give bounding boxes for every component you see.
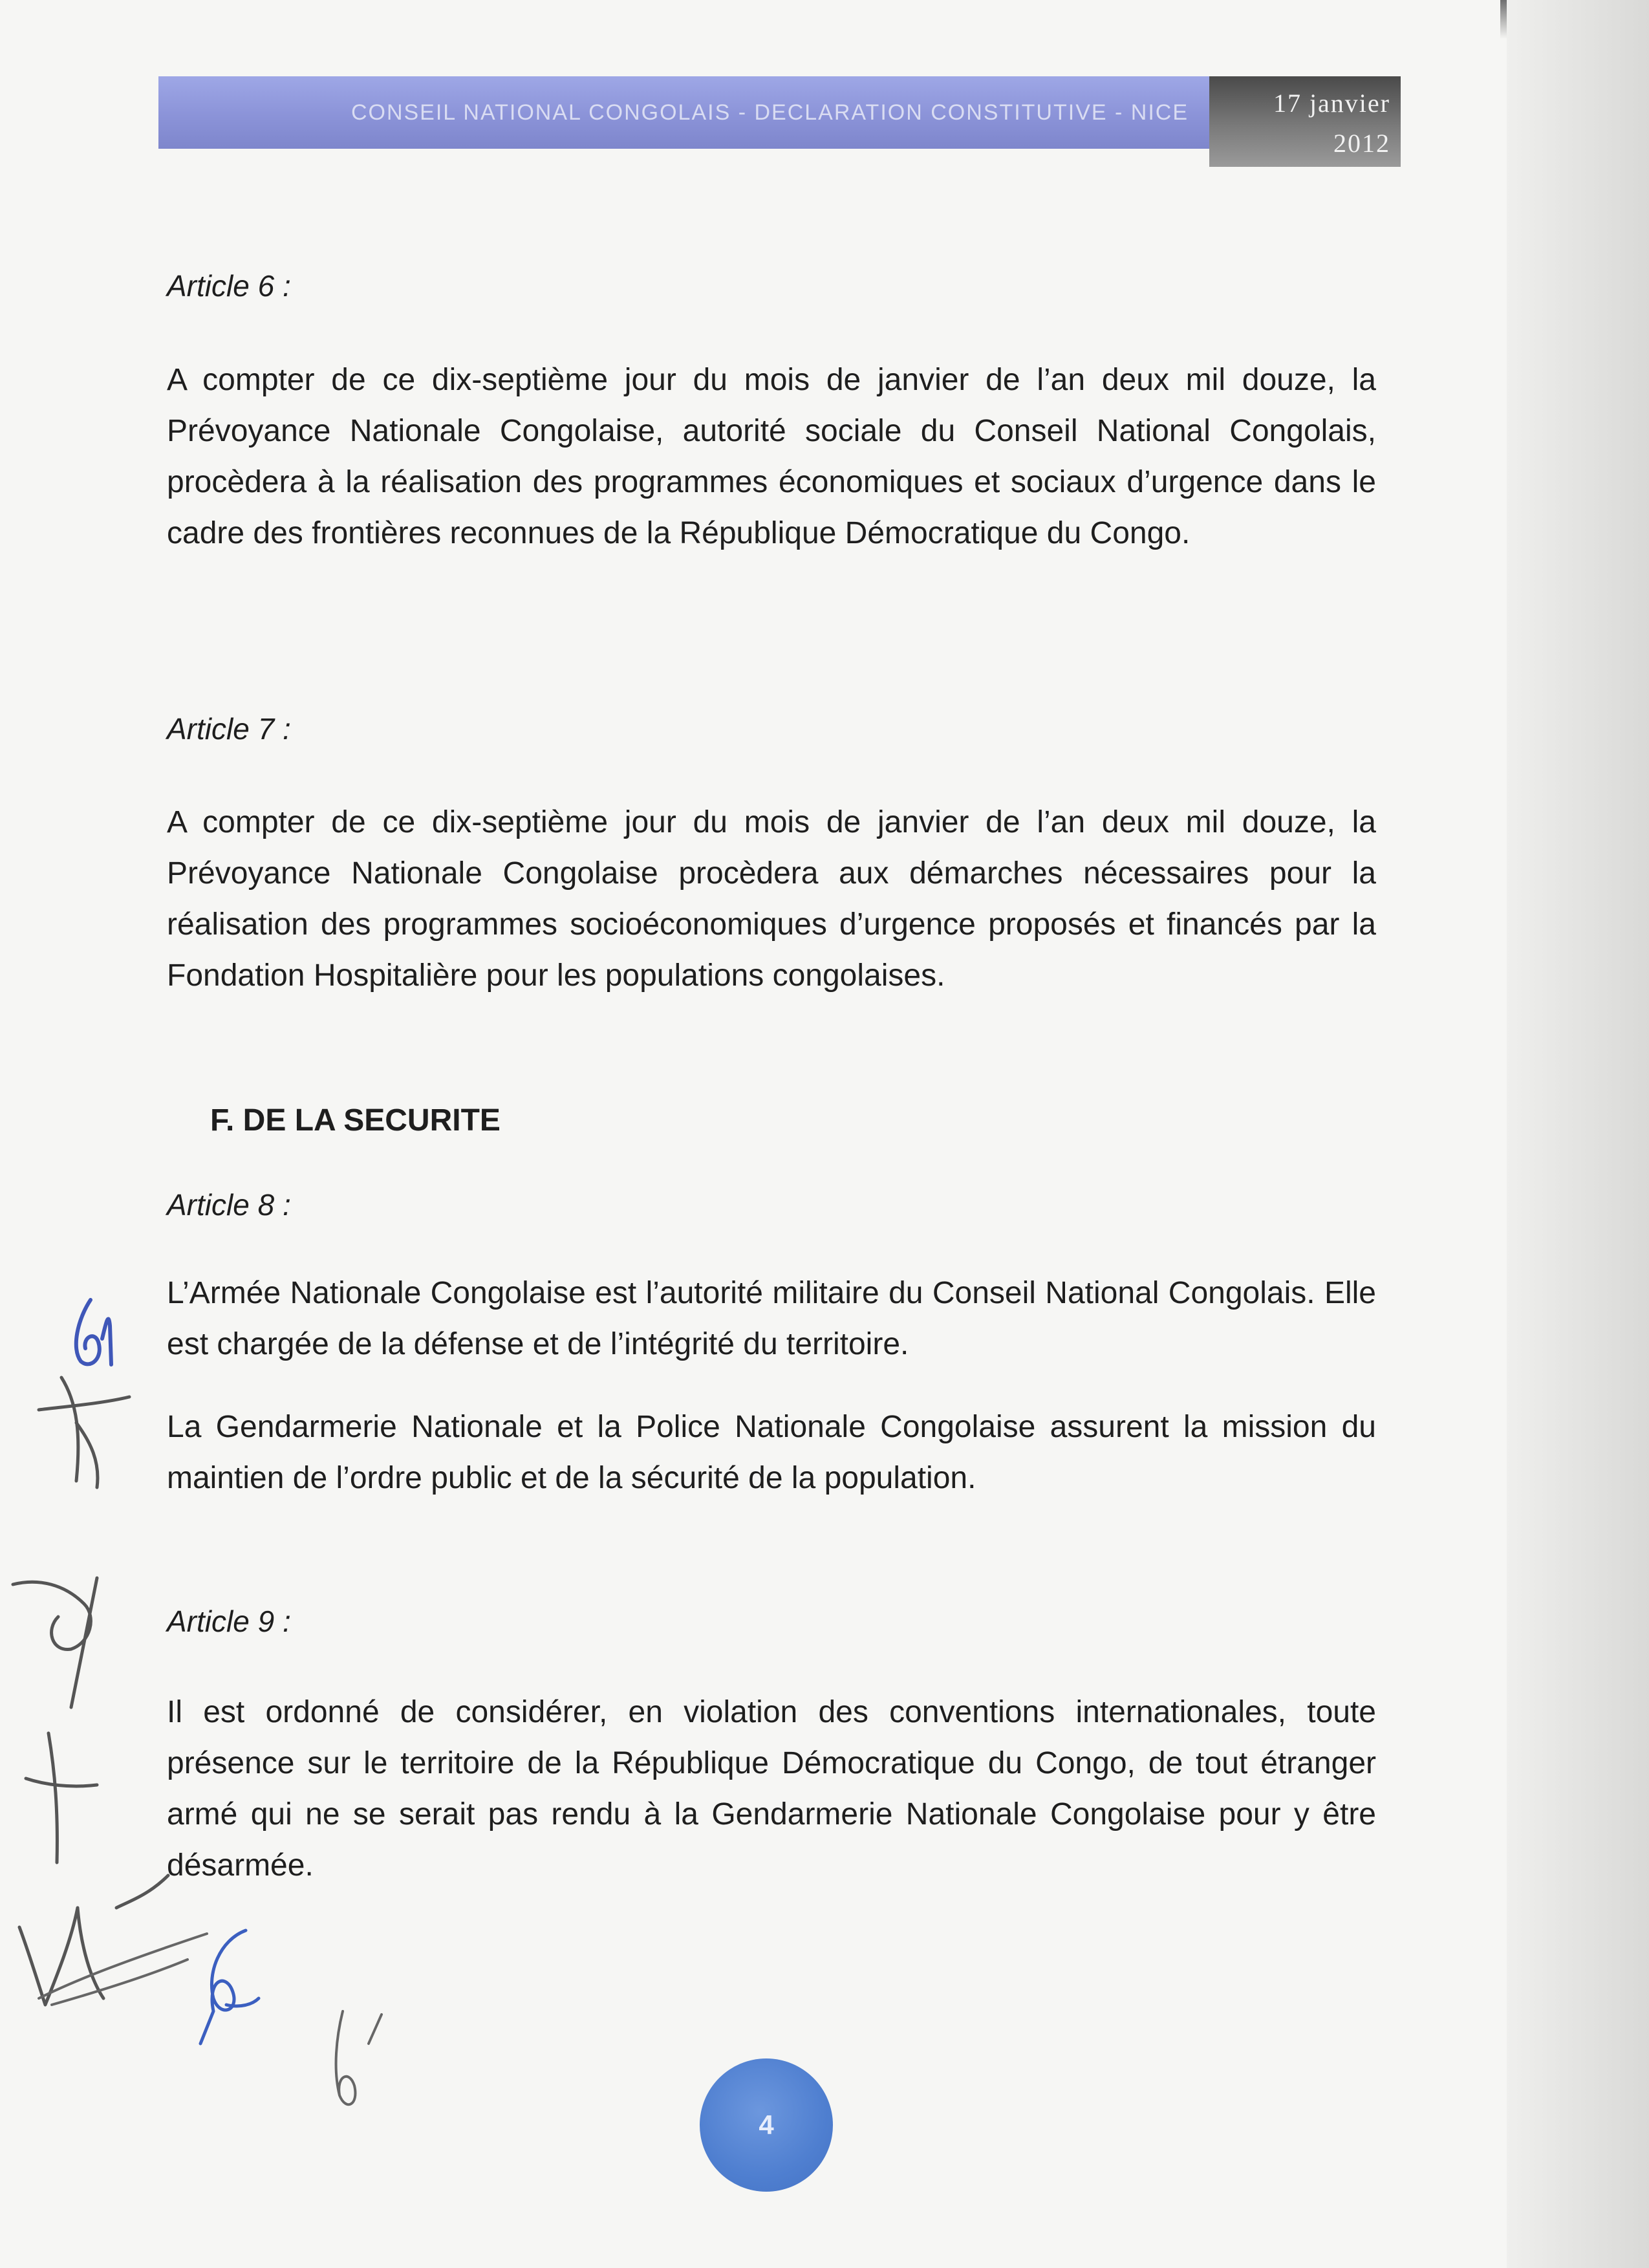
- initials-mark-2: [13, 1578, 97, 1707]
- initials-mark-5: [39, 1934, 207, 2005]
- article-7-title: Article 7 :: [167, 712, 291, 746]
- article-8-text-1: L’Armée Nationale Congolaise est l’autorité militaire du Conseil National Congolais. Elle est chargée de la défense et de l’intégrité du territoire.: [167, 1276, 1376, 1361]
- section-heading-securite: F. DE LA SECURITE: [210, 1103, 501, 1138]
- article-6-title: Article 6 :: [167, 269, 291, 303]
- blue-signature-mark: [200, 1930, 259, 2044]
- initials-mark-4: [19, 1875, 168, 2005]
- article-8-text-2: La Gendarmerie Nationale et la Police Nationale Congolaise assurent la mission du maintien de l’ordre public et de la sécurité de la population.: [167, 1410, 1376, 1495]
- page-number-badge: 4: [700, 2058, 833, 2192]
- blue-initials-mark: [76, 1300, 111, 1365]
- header-date-day: 17 janvier: [1273, 89, 1390, 118]
- header-title: CONSEIL NATIONAL CONGOLAIS - DECLARATION CONSTITUTIVE - NICE: [350, 100, 1189, 125]
- header-date-year: 2012: [1333, 129, 1390, 158]
- article-6-text: A compter de ce dix-septième jour du mois de janvier de l’an deux mil douze, la Prévoyance Nationale Congolaise, autorité sociale du Conseil National Congolais, procèdera à la réalisation des programmes économiques et sociaux d’urgence dans le cadre des frontières reconnues de la République Démocratique du Congo.: [167, 363, 1376, 550]
- initials-mark-3: [26, 1733, 97, 1863]
- article-8-title: Article 8 :: [167, 1188, 291, 1222]
- article-9-text: Il est ordonné de considérer, en violation des conventions internationales, toute présence sur le territoire de la République Démocratique du Congo, de tout étranger armé qui ne se serait pas rendu à la Gendarmerie Nationale Congolaise pour y être désarmée.: [167, 1695, 1376, 1883]
- initials-mark-1: [39, 1377, 129, 1487]
- grey-signature-mark: [336, 2011, 382, 2104]
- article-9-title: Article 9 :: [167, 1604, 291, 1638]
- article-7-text: A compter de ce dix-septième jour du mois de janvier de l’an deux mil douze, la Prévoyance Nationale Congolaise procèdera aux démarches nécessaires pour la réalisation des programmes socioéconomiques d’urgence proposés et financés par la Fondation Hospitalière pour les populations congolaises.: [167, 805, 1376, 993]
